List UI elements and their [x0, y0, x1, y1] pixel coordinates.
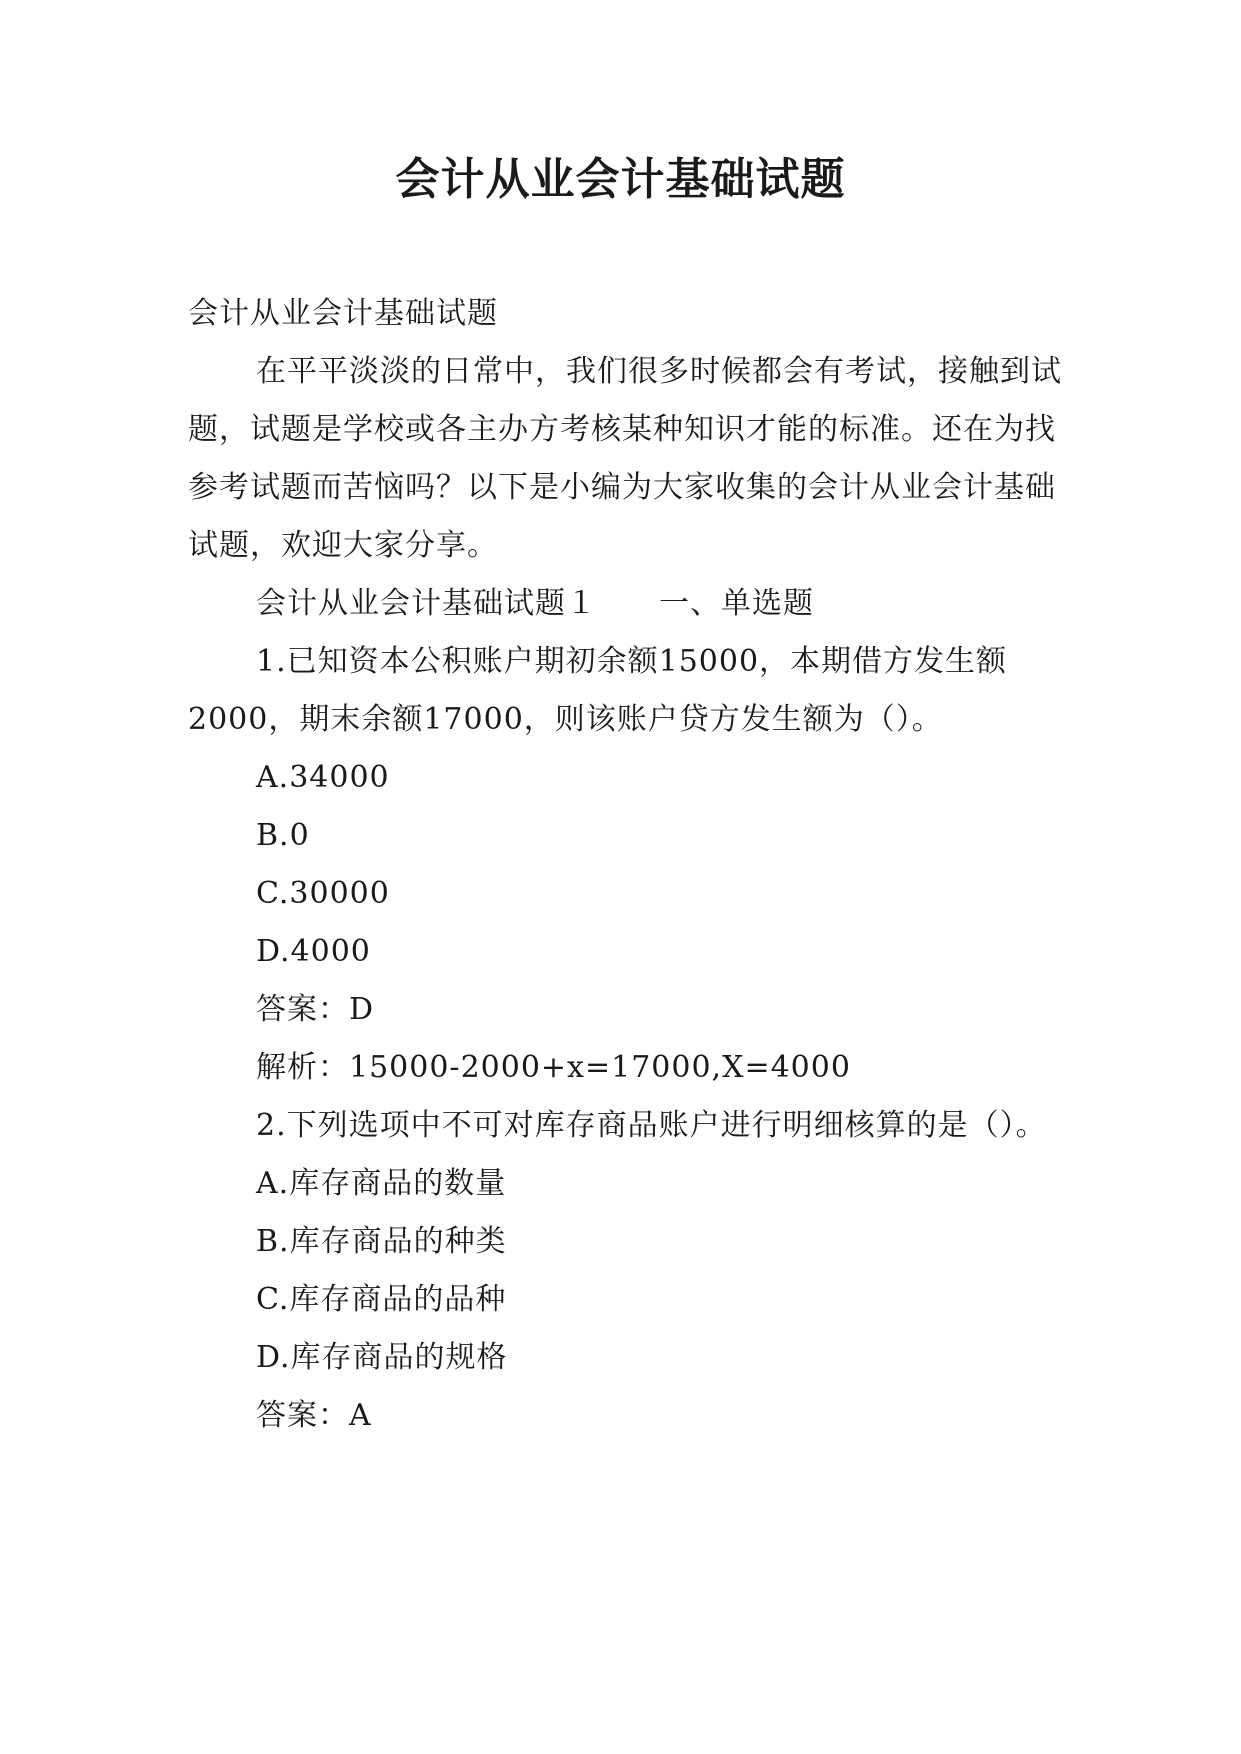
question-2	[188, 1097, 1068, 1445]
option-d: D.库存商品的规格	[256, 1340, 508, 1375]
document-body	[188, 285, 1068, 1445]
option-a: A.库存商品的数量	[256, 1166, 507, 1201]
section-heading: 会计从业会计基础试题１ 一、单选题	[256, 586, 814, 621]
option-b: B.库存商品的种类	[256, 1224, 507, 1259]
option-c: C.30000	[256, 876, 390, 911]
document-subtitle: 会计从业会计基础试题	[188, 296, 498, 331]
page-title: 会计从业会计基础试题	[395, 154, 846, 205]
question-1	[188, 633, 1068, 1097]
analysis: 解析：15000-2000+x=17000,X=4000	[256, 1050, 851, 1085]
intro-paragraph: 在平平淡淡的日常中，我们很多时候都会有考试，接触到试题，试题是学校或各主办方考核某种知识才能的标准。还在为找参考试题而苦恼吗？以下是小编为大家收集的会计从业会计基础试题，欢迎大家分享。	[188, 354, 1062, 563]
option-a: A.34000	[256, 760, 390, 795]
answer: 答案：A	[256, 1398, 372, 1433]
option-d: D.4000	[256, 934, 371, 969]
question-stem: 1.已知资本公积账户期初余额15000，本期借方发生额2000，期末余额17000，则该账户贷方发生额为（）。	[188, 644, 1008, 737]
question-stem: 2.下列选项中不可对库存商品账户进行明细核算的是（）。	[256, 1108, 1047, 1143]
option-b: B.0	[256, 818, 310, 853]
answer: 答案：D	[256, 992, 375, 1027]
option-c: C.库存商品的品种	[256, 1282, 507, 1317]
